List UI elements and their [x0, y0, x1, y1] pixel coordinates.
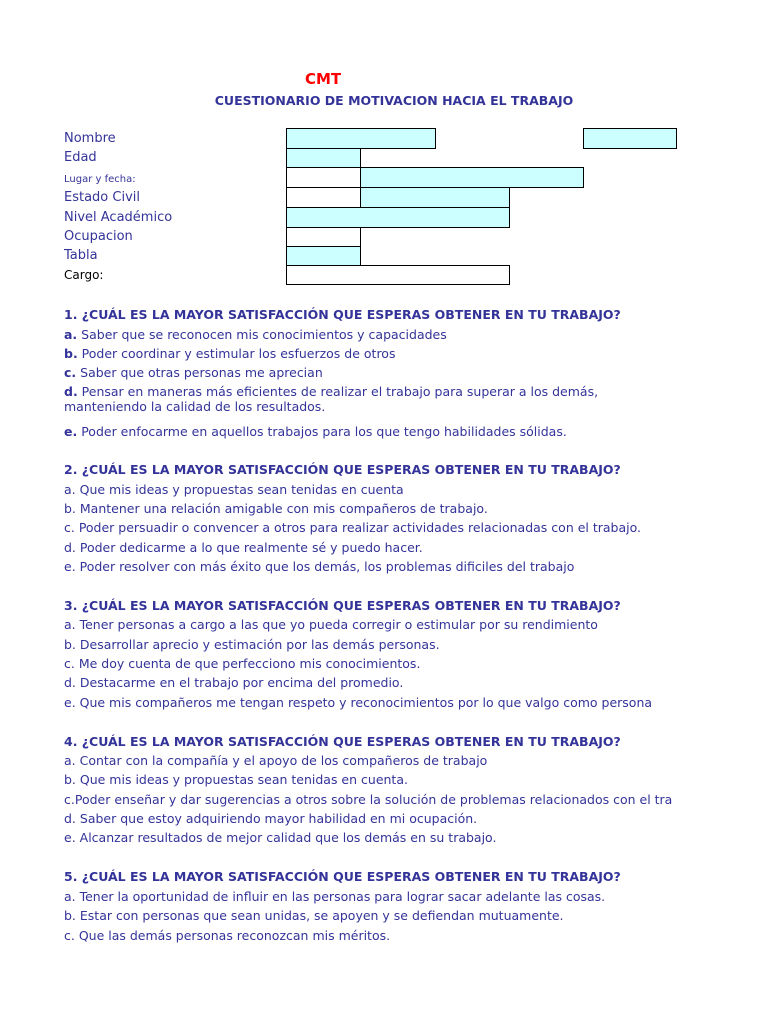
fecha-field[interactable]: [360, 167, 584, 188]
label-lugar-fecha: Lugar y fecha:: [64, 174, 136, 185]
question-1-title: 1. ¿CUÁL ES LA MAYOR SATISFACCIÓN QUE ESPERAS OBTENER EN TU TRABAJO?: [64, 307, 621, 322]
edad-field[interactable]: [286, 148, 361, 168]
question-5-option-c[interactable]: c. Que las demás personas reconozcan mis méritos.: [64, 928, 391, 943]
tabla-field[interactable]: [286, 246, 361, 266]
label-edad: Edad: [64, 150, 97, 165]
question-2-option-a[interactable]: a. Que mis ideas y propuestas sean tenidas en cuenta: [64, 482, 404, 497]
estado-civil-extra-field[interactable]: [360, 187, 510, 208]
question-3-option-c[interactable]: c. Me doy cuenta de que perfecciono mis conocimientos.: [64, 656, 421, 671]
question-1-option-a[interactable]: a. Saber que se reconocen mis conocimientos y capacidades: [64, 327, 447, 342]
question-4-option-d[interactable]: d. Saber que estoy adquiriendo mayor habilidad en mi ocupación.: [64, 811, 478, 826]
nombre-extra-field[interactable]: [583, 128, 677, 149]
nivel-academico-field[interactable]: [286, 207, 510, 228]
question-1-option-d[interactable]: d. Pensar en maneras más eficientes de realizar el trabajo para superar a los demás, manteniendo la calidad de los resultados.: [64, 384, 599, 414]
lugar-field[interactable]: [286, 167, 361, 188]
label-nivel-academico: Nivel Académico: [64, 210, 173, 225]
page-title: CUESTIONARIO DE MOTIVACION HACIA EL TRABAJO: [214, 93, 574, 108]
label-ocupacion: Ocupacion: [64, 229, 133, 244]
question-5-option-b[interactable]: b. Estar con personas que sean unidas, se apoyen y se defiendan mutuamente.: [64, 908, 564, 923]
question-2-option-e[interactable]: e. Poder resolver con más éxito que los demás, los problemas dificiles del trabajo: [64, 559, 575, 574]
question-5-option-a[interactable]: a. Tener la oportunidad de influir en las personas para lograr sacar adelante las cosas.: [64, 889, 606, 904]
question-1-option-b[interactable]: b. Poder coordinar y estimular los esfuerzos de otros: [64, 346, 396, 361]
label-tabla: Tabla: [64, 248, 98, 263]
logo-cmt: CMT: [305, 70, 342, 88]
question-2-option-d[interactable]: d. Poder dedicarme a lo que realmente sé y puedo hacer.: [64, 540, 423, 555]
question-4-title: 4. ¿CUÁL ES LA MAYOR SATISFACCIÓN QUE ESPERAS OBTENER EN TU TRABAJO?: [64, 734, 621, 749]
question-3-option-a[interactable]: a. Tener personas a cargo a las que yo pueda corregir o estimular por su rendimiento: [64, 617, 598, 632]
label-estado-civil: Estado Civil: [64, 190, 140, 205]
question-5-title: 5. ¿CUÁL ES LA MAYOR SATISFACCIÓN QUE ESPERAS OBTENER EN TU TRABAJO?: [64, 869, 621, 884]
question-2-title: 2. ¿CUÁL ES LA MAYOR SATISFACCIÓN QUE ESPERAS OBTENER EN TU TRABAJO?: [64, 462, 621, 477]
label-cargo: Cargo:: [64, 268, 104, 282]
question-4-option-b[interactable]: b. Que mis ideas y propuestas sean tenidas en cuenta.: [64, 772, 408, 787]
question-3-option-e[interactable]: e. Que mis compañeros me tengan respeto y reconocimientos por lo que valgo como persona: [64, 695, 653, 710]
question-4-option-a[interactable]: a. Contar con la compañía y el apoyo de los compañeros de trabajo: [64, 753, 488, 768]
question-4-option-c[interactable]: c.Poder enseñar y dar sugerencias a otros sobre la solución de problemas relacionados con el tra: [64, 792, 673, 807]
estado-civil-field[interactable]: [286, 187, 361, 208]
question-3-title: 3. ¿CUÁL ES LA MAYOR SATISFACCIÓN QUE ESPERAS OBTENER EN TU TRABAJO?: [64, 598, 621, 613]
question-2-option-b[interactable]: b. Mantener una relación amigable con mis compañeros de trabajo.: [64, 501, 488, 516]
question-1-option-e[interactable]: e. Poder enfocarme en aquellos trabajos para los que tengo habilidades sólidas.: [64, 424, 567, 439]
ocupacion-field[interactable]: [286, 227, 361, 247]
cargo-field[interactable]: [286, 265, 510, 285]
question-4-option-e[interactable]: e. Alcanzar resultados de mejor calidad que los demás en su trabajo.: [64, 830, 497, 845]
question-1-option-c[interactable]: c. Saber que otras personas me aprecian: [64, 365, 323, 380]
label-nombre: Nombre: [64, 131, 116, 146]
question-2-option-c[interactable]: c. Poder persuadir o convencer a otros para realizar actividades relacionadas con el trabajo.: [64, 520, 642, 535]
question-3-option-b[interactable]: b. Desarrollar aprecio y estimación por las demás personas.: [64, 637, 440, 652]
nombre-field[interactable]: [286, 128, 436, 149]
question-3-option-d[interactable]: d. Destacarme en el trabajo por encima del promedio.: [64, 675, 404, 690]
